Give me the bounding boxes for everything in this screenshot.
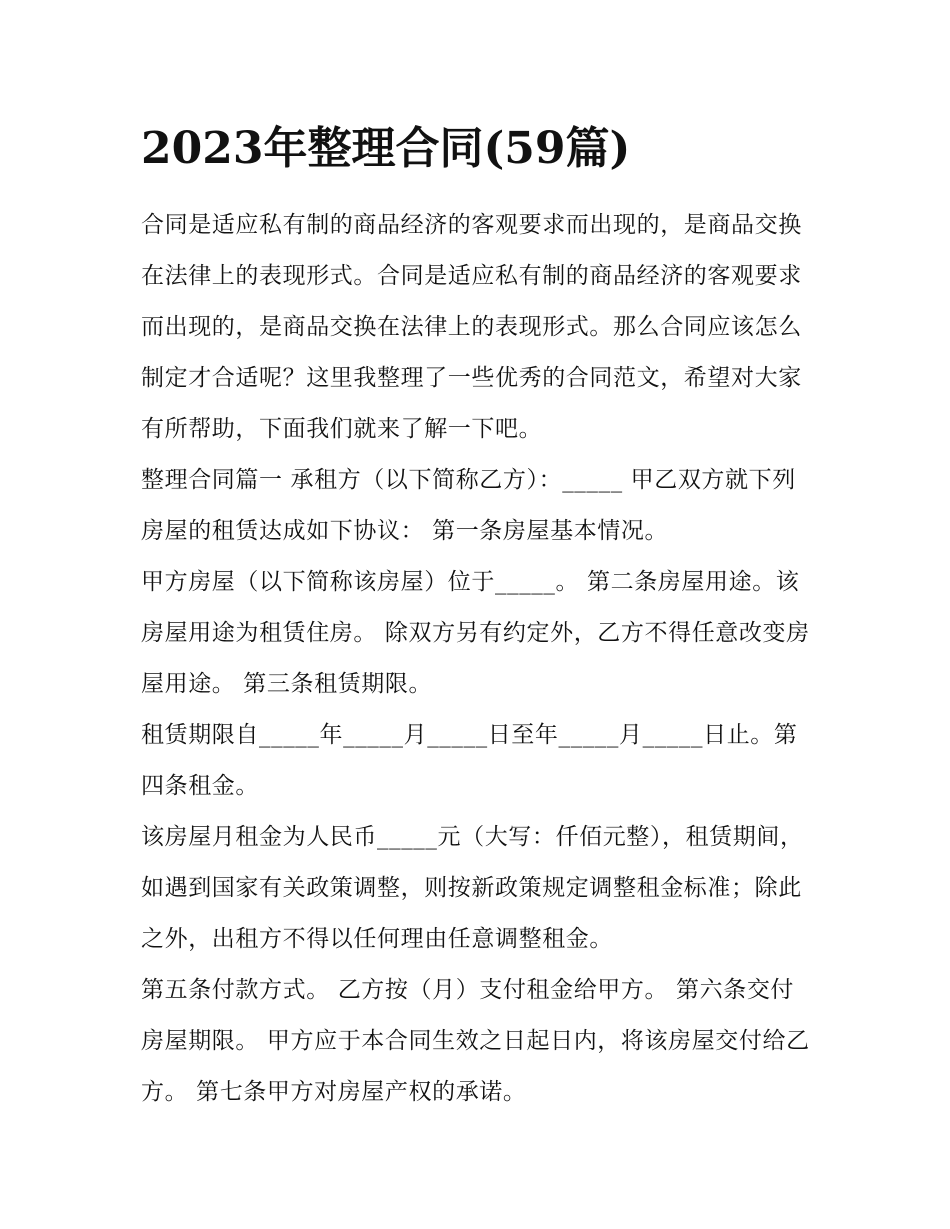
contract-section-2-paragraph: 甲方房屋（以下简称该房屋）位于_____。 第二条房屋用途。该房屋用途为租赁住房。 除双方另有约定外，乙方不得任意改变房屋用途。 第三条租赁期限。 — [141, 569, 810, 697]
payment-paragraph: 第五条付款方式。 乙方按（月）支付租金给甲方。 第六条交付房屋期限。 甲方应于本合同生效之日起日内，将该房屋交付给乙方。 第七条甲方对房屋产权的承诺。 — [141, 977, 810, 1105]
document-title: 2023年整理合同(59篇) — [141, 123, 631, 174]
intro-paragraph: 合同是适应私有制的商品经济的客观要求而出现的，是商品交换在法律上的表现形式。合同是适应私有制的商品经济的客观要求而出现的，是商品交换在法律上的表现形式。那么合同应该怎么制定才合适呢？这里我整理了一些优秀的合同范文，希望对大家有所帮助，下面我们就来了解一下吧。 — [141, 212, 802, 442]
rent-paragraph: 该房屋月租金为人民币_____元（大写：仟佰元整），租赁期间，如遇到国家有关政策调整，则按新政策规定调整租金标准；除此之外，出租方不得以任何理由任意调整租金。 — [141, 824, 804, 952]
document-page — [141, 118, 813, 1118]
contract-section-1-paragraph: 整理合同篇一 承租方（以下简称乙方）：_____ 甲乙双方就下列房屋的租赁达成如下协议： 第一条房屋基本情况。 — [141, 467, 796, 544]
lease-term-paragraph: 租赁期限自_____年_____月_____日至年_____月_____日止。第四条租金。 — [141, 722, 798, 799]
